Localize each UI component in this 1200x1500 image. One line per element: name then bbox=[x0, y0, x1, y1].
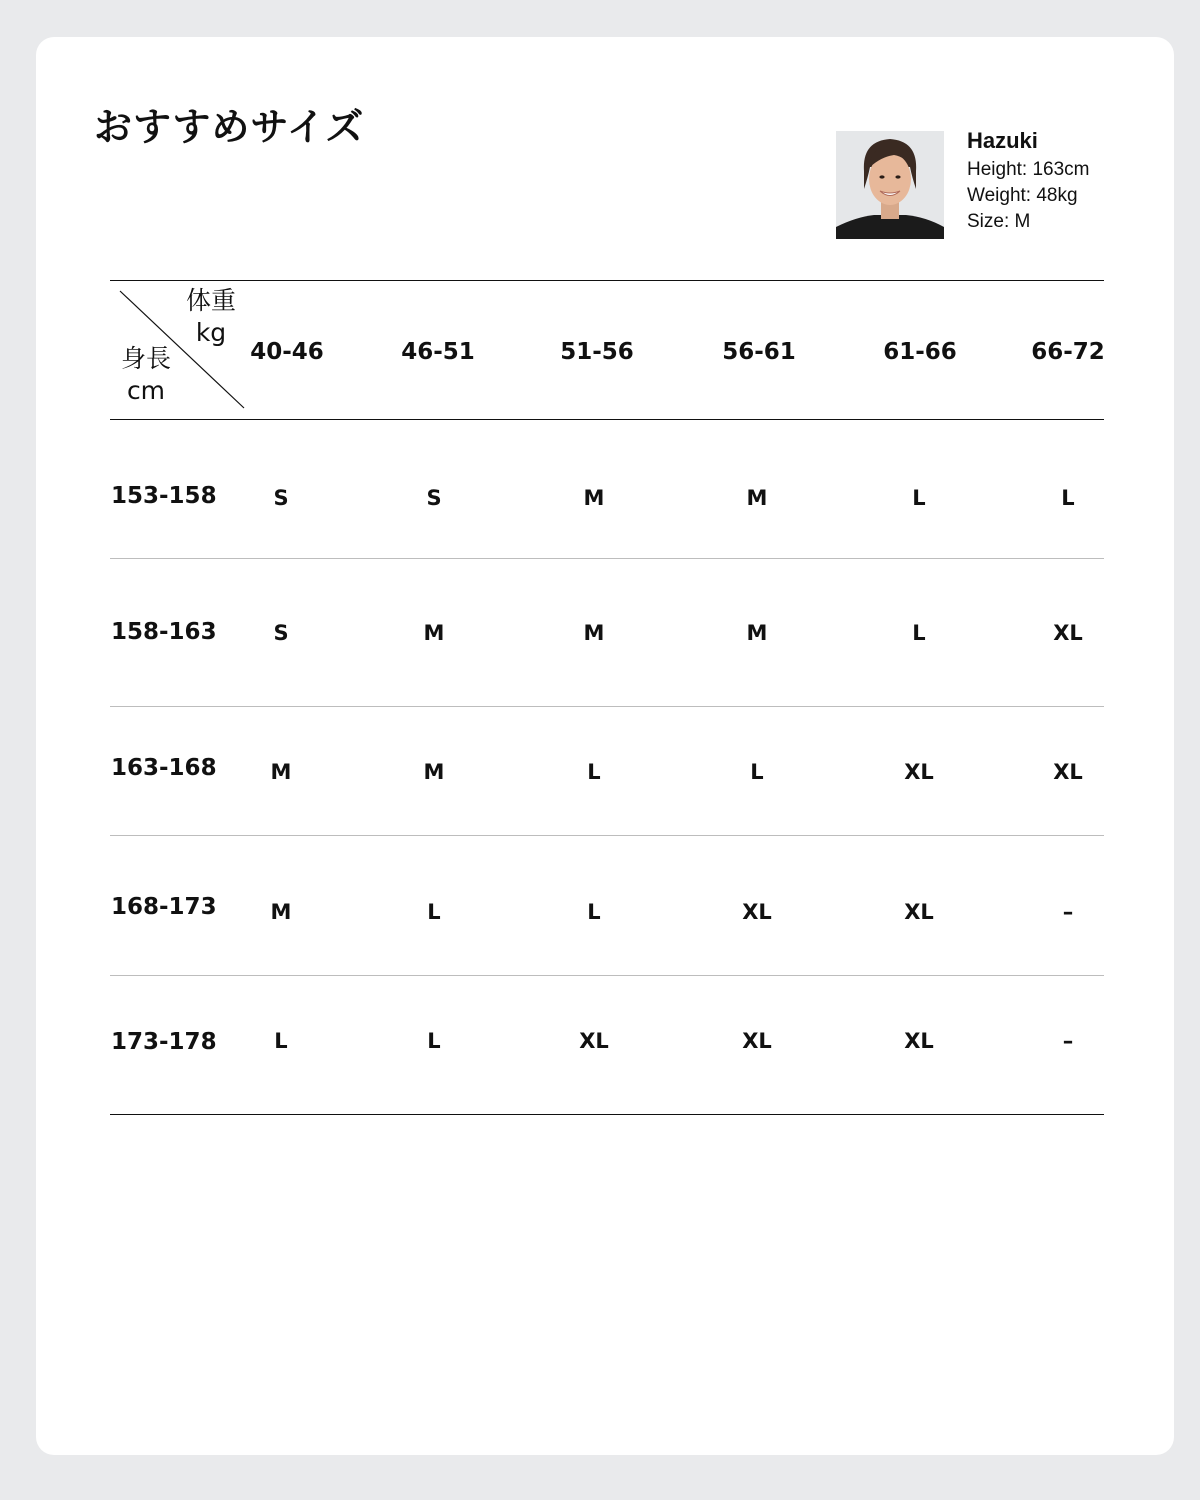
size-cell: S bbox=[273, 621, 289, 645]
size-cell: L bbox=[587, 900, 601, 924]
size-cell: L bbox=[427, 900, 441, 924]
row-header-height: 158-163 bbox=[111, 619, 217, 645]
size-cell: M bbox=[583, 486, 605, 510]
size-cell: XL bbox=[904, 760, 934, 784]
row-divider bbox=[110, 975, 1104, 976]
column-header-weight: 61-66 bbox=[883, 339, 957, 365]
column-header-weight: 51-56 bbox=[560, 339, 634, 365]
model-name: Hazuki bbox=[967, 128, 1038, 153]
model-height-label: Height: bbox=[967, 159, 1028, 180]
size-cell: M bbox=[746, 486, 768, 510]
size-cell: S bbox=[426, 486, 442, 510]
column-header-weight: 56-61 bbox=[722, 339, 796, 365]
size-cell: L bbox=[912, 621, 926, 645]
size-cell: XL bbox=[742, 1029, 772, 1053]
size-cell: M bbox=[270, 900, 292, 924]
size-cell: S bbox=[273, 486, 289, 510]
column-header-weight: 66-72 bbox=[1031, 339, 1105, 365]
model-size-label: Size: bbox=[967, 211, 1010, 232]
corner-height-label bbox=[110, 343, 182, 407]
model-weight-label: Weight: bbox=[967, 185, 1032, 206]
size-cell: M bbox=[270, 760, 292, 784]
model-size bbox=[967, 209, 1167, 235]
size-cell: XL bbox=[1053, 760, 1083, 784]
model-weight bbox=[967, 183, 1167, 209]
model-size-value: M bbox=[1014, 211, 1031, 232]
model-height bbox=[967, 157, 1167, 183]
size-cell: XL bbox=[904, 900, 934, 924]
row-divider bbox=[110, 835, 1104, 836]
row-divider bbox=[110, 558, 1104, 559]
weight-axis-label: 体重 bbox=[185, 286, 236, 315]
height-axis-label: 身長 bbox=[120, 344, 171, 373]
size-cell: M bbox=[583, 621, 605, 645]
model-weight-value: 48kg bbox=[1036, 185, 1078, 206]
size-cell: XL bbox=[579, 1029, 609, 1053]
table-top-rule bbox=[110, 280, 1104, 281]
row-header-height: 153-158 bbox=[111, 483, 217, 509]
height-axis-unit: cm bbox=[126, 376, 166, 405]
model-portrait-image bbox=[836, 131, 944, 239]
size-cell: L bbox=[427, 1029, 441, 1053]
row-divider bbox=[110, 706, 1104, 707]
size-cell: M bbox=[423, 621, 445, 645]
model-info bbox=[967, 125, 1167, 235]
column-header-weight: 46-51 bbox=[401, 339, 475, 365]
size-cell: L bbox=[587, 760, 601, 784]
model-photo bbox=[836, 131, 944, 239]
size-cell: L bbox=[274, 1029, 288, 1053]
weight-axis-unit: kg bbox=[195, 318, 227, 347]
size-cell: – bbox=[1062, 1029, 1074, 1053]
size-cell: XL bbox=[904, 1029, 934, 1053]
table-bottom-rule bbox=[110, 1114, 1104, 1115]
size-cell: L bbox=[750, 760, 764, 784]
column-header-weight: 40-46 bbox=[250, 339, 324, 365]
size-cell: M bbox=[423, 760, 445, 784]
page-title: おすすめサイズ bbox=[94, 105, 365, 149]
table-header-rule bbox=[110, 419, 1104, 420]
row-header-height: 168-173 bbox=[111, 894, 217, 920]
size-guide-card bbox=[36, 37, 1174, 1455]
size-cell: XL bbox=[742, 900, 772, 924]
size-cell: M bbox=[746, 621, 768, 645]
size-cell: L bbox=[1061, 486, 1075, 510]
row-header-height: 163-168 bbox=[111, 755, 217, 781]
row-header-height: 173-178 bbox=[111, 1029, 217, 1055]
model-height-value: 163cm bbox=[1032, 159, 1090, 180]
size-cell: – bbox=[1062, 900, 1074, 924]
size-cell: L bbox=[912, 486, 926, 510]
size-cell: XL bbox=[1053, 621, 1083, 645]
